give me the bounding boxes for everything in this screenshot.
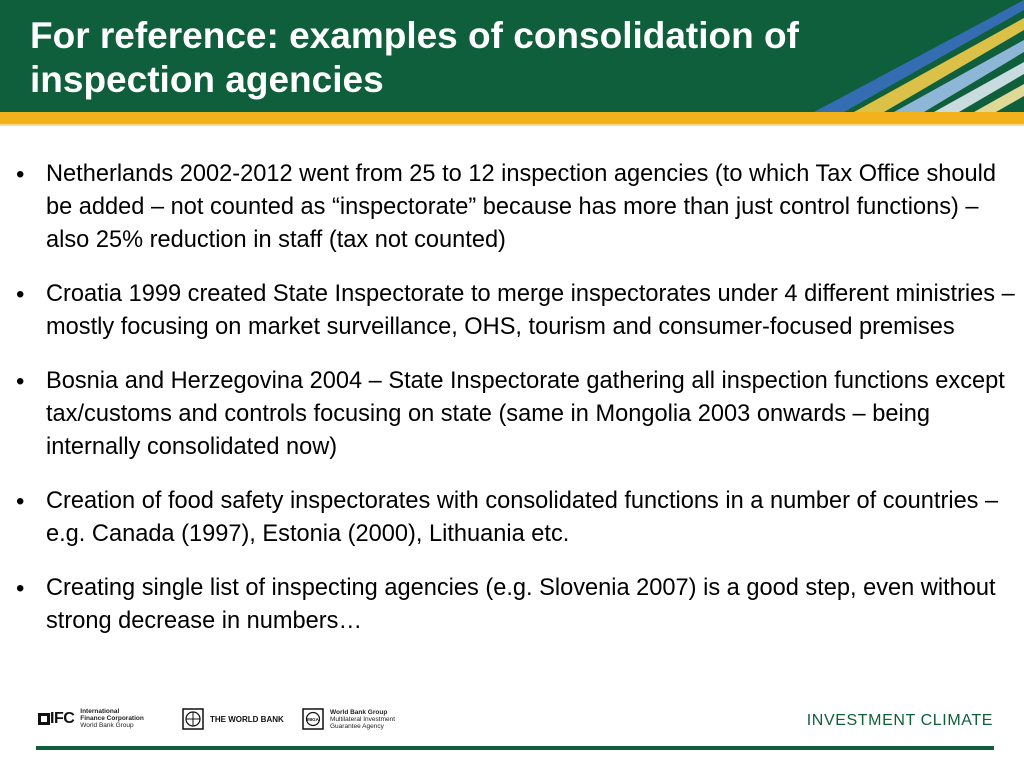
- world-bank-wordmark: THE WORLD BANK: [210, 714, 284, 724]
- miga-name-line: Guarantee Agency: [330, 722, 384, 730]
- gold-divider: [0, 112, 1024, 124]
- bullet-text: Creating single list of inspecting agencies (e.g. Slovenia 2007) is a good step, even without strong decrease in numbers…: [46, 575, 996, 634]
- bullet-item: [16, 158, 1018, 257]
- ifc-name-line: Finance Corporation: [80, 715, 144, 722]
- world-bank-globe-icon: [182, 708, 204, 730]
- ifc-name-line: World Bank Group: [80, 722, 134, 729]
- bullet-icon: •: [16, 281, 25, 308]
- bullet-item: [16, 485, 1018, 551]
- bullet-item: [16, 278, 1018, 344]
- ifc-wordmark: IFC: [50, 709, 75, 727]
- ifc-logo: [38, 708, 144, 729]
- miga-name: [330, 709, 395, 730]
- bullet-text: Netherlands 2002-2012 went from 25 to 12 inspection agencies (to which Tax Office should be added – not counted as “inspectorate” because has more than just control functions) – also 25% reduction in staff (tax not counted): [46, 161, 997, 253]
- ifc-name: [80, 708, 144, 729]
- ifc-emblem-icon: [38, 711, 50, 727]
- bullet-icon: •: [16, 488, 25, 515]
- bullet-text: Creation of food safety inspectorates with consolidated functions in a number of countries – e.g. Canada (1997), Estonia (2000), Lithuania etc.: [46, 488, 999, 547]
- world-bank-logo: [182, 708, 284, 730]
- investment-climate-brand: INVESTMENT CLIMATE: [806, 712, 993, 729]
- bullet-text: Bosnia and Herzegovina 2004 – State Inspectorate gathering all inspection functions except tax/customs and controls focusing on state (same in Mongolia 2003 onwards – being internally consolidated now): [46, 368, 1005, 460]
- slide-title: For reference: examples of consolidation of inspection agencies: [30, 15, 799, 100]
- bullet-item: [16, 572, 1018, 638]
- bullet-icon: •: [16, 368, 25, 395]
- bullet-icon: •: [16, 575, 25, 602]
- miga-name-line: Multilateral Investment: [330, 715, 396, 723]
- bullet-text: Croatia 1999 created State Inspectorate to merge inspectorates under 4 different ministries – mostly focusing on market surveillance, OHS, tourism and consumer-focused premises: [46, 281, 1015, 340]
- bullet-list: [16, 158, 1018, 659]
- miga-emblem-text: MIGA: [307, 717, 319, 722]
- ifc-name-line: International: [80, 708, 120, 715]
- miga-emblem-icon: [302, 708, 324, 730]
- miga-logo: [302, 708, 395, 730]
- bullet-icon: •: [16, 161, 25, 188]
- gold-divider-thin: [0, 124, 1024, 126]
- bullet-item: [16, 365, 1018, 464]
- footer-rule: [36, 746, 994, 750]
- miga-name-line: World Bank Group: [330, 708, 388, 716]
- title-bar: [0, 0, 1024, 112]
